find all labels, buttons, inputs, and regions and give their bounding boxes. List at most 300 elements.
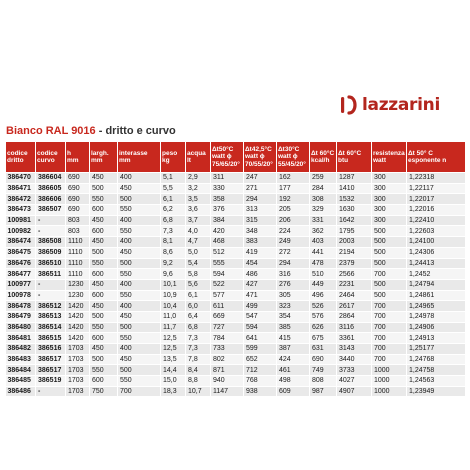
table-cell: 700	[372, 333, 407, 344]
table-cell: 300	[372, 215, 407, 226]
table-cell: 871	[211, 365, 244, 376]
table-cell: 386507	[36, 205, 66, 216]
column-header-text: h	[67, 149, 71, 157]
table-row	[6, 205, 466, 216]
table-cell: 450	[90, 301, 118, 312]
column-header-text: interasse	[119, 149, 148, 157]
table-cell: 300	[372, 194, 407, 205]
table-row	[6, 226, 466, 237]
table-cell: 8,8	[186, 376, 211, 387]
table-cell: 733	[211, 344, 244, 355]
table-row	[6, 311, 466, 322]
table-cell: 500	[118, 322, 161, 333]
table-cell: 5,4	[186, 258, 211, 269]
column-header-text: Δt30°C	[278, 145, 300, 153]
table-cell: 284	[310, 183, 337, 194]
table-cell: 100977	[6, 279, 36, 290]
table-cell: 276	[277, 279, 310, 290]
table-row	[6, 173, 466, 184]
table-cell: 10,4	[161, 301, 186, 312]
column-header	[277, 142, 310, 173]
table-cell: 522	[211, 279, 244, 290]
column-header-text: acqua	[187, 149, 206, 157]
table-cell: 609	[277, 386, 310, 397]
table-cell: -	[36, 215, 66, 226]
table-cell: 100982	[6, 226, 36, 237]
table-cell: 1,22603	[407, 226, 466, 237]
table-body	[6, 173, 466, 397]
column-header-text: Δt50°C	[212, 145, 234, 153]
table-cell: 12,5	[161, 344, 186, 355]
table-cell: 386476	[6, 258, 36, 269]
table-cell: 808	[310, 376, 337, 387]
table-cell: 1,22318	[407, 173, 466, 184]
table-cell: 400	[118, 279, 161, 290]
table-cell: 4,0	[186, 226, 211, 237]
table-cell: 386512	[36, 301, 66, 312]
table-cell: 354	[277, 311, 310, 322]
table-cell: -	[36, 290, 66, 301]
table-cell: 386517	[36, 365, 66, 376]
table-cell: 600	[90, 269, 118, 280]
table-cell: 387	[277, 344, 310, 355]
table-cell: 6,8	[186, 322, 211, 333]
table-cell: 7,3	[186, 333, 211, 344]
table-cell: 690	[66, 205, 90, 216]
table-cell: 499	[244, 301, 277, 312]
table-row	[6, 344, 466, 355]
table-cell: 600	[90, 205, 118, 216]
table-cell: 100978	[6, 290, 36, 301]
table-cell: 749	[310, 365, 337, 376]
table-cell: -	[36, 226, 66, 237]
lazzarini-logo-icon	[340, 95, 358, 115]
table-cell: 1,22410	[407, 215, 466, 226]
table-cell: 768	[244, 376, 277, 387]
table-row	[6, 365, 466, 376]
table-cell: 386472	[6, 194, 36, 205]
table-cell: 386515	[36, 333, 66, 344]
table-cell: 1,24306	[407, 247, 466, 258]
table-cell: 192	[277, 194, 310, 205]
column-header	[90, 142, 118, 173]
table-cell: 1,24794	[407, 279, 466, 290]
table-cell: 550	[90, 322, 118, 333]
table-cell: 461	[277, 365, 310, 376]
table-cell: 1410	[337, 183, 372, 194]
table-cell: 4027	[337, 376, 372, 387]
column-header-text: kcal/h	[311, 157, 330, 164]
table-cell: 1,2452	[407, 269, 466, 280]
table-cell: -	[36, 279, 66, 290]
table-cell: -	[36, 386, 66, 397]
table-cell: 386604	[36, 173, 66, 184]
table-cell: 10,1	[161, 279, 186, 290]
column-header-text: curvo	[37, 157, 55, 164]
table-cell: 386471	[6, 183, 36, 194]
table-cell: 3440	[337, 354, 372, 365]
table-cell: 803	[66, 226, 90, 237]
table-cell: 803	[66, 215, 90, 226]
table-cell: 330	[211, 183, 244, 194]
table-cell: 599	[244, 344, 277, 355]
column-header	[118, 142, 161, 173]
table-cell: 5,5	[161, 183, 186, 194]
table-cell: 641	[244, 333, 277, 344]
table-cell: 5,1	[161, 173, 186, 184]
column-header-text: dritto	[7, 157, 24, 164]
table-cell: 1,24906	[407, 322, 466, 333]
table-cell: 802	[211, 354, 244, 365]
table-cell: 1,24978	[407, 311, 466, 322]
column-header	[310, 142, 337, 173]
table-cell: 550	[90, 365, 118, 376]
table-cell: 700	[118, 386, 161, 397]
table-cell: 987	[310, 386, 337, 397]
table-cell: 12,5	[161, 333, 186, 344]
table-cell: 450	[90, 173, 118, 184]
table-cell: 600	[90, 226, 118, 237]
table-cell: 7,8	[186, 354, 211, 365]
column-header-text: largh.	[91, 149, 109, 157]
table-cell: 386509	[36, 247, 66, 258]
table-cell: 547	[244, 311, 277, 322]
column-header-text: esponente n	[408, 157, 447, 164]
table-cell: 384	[211, 215, 244, 226]
table-row	[6, 290, 466, 301]
table-cell: 400	[118, 173, 161, 184]
table-cell: 386514	[36, 322, 66, 333]
table-cell: 8,1	[161, 237, 186, 248]
table-cell: 205	[277, 205, 310, 216]
table-row	[6, 194, 466, 205]
table-cell: 441	[310, 247, 337, 258]
table-cell: 450	[90, 344, 118, 355]
table-cell: 1000	[372, 376, 407, 387]
table-cell: 1,24413	[407, 258, 466, 269]
table-cell: 450	[118, 183, 161, 194]
table-cell: 315	[244, 215, 277, 226]
table-cell: 727	[211, 322, 244, 333]
table-cell: 100981	[6, 215, 36, 226]
table-cell: 1,24563	[407, 376, 466, 387]
table-row	[6, 301, 466, 312]
table-cell: 5,6	[186, 279, 211, 290]
table-cell: 300	[372, 183, 407, 194]
column-header-text: 75/65/20°	[212, 160, 240, 168]
table-cell: 3361	[337, 333, 372, 344]
table-cell: 486	[244, 269, 277, 280]
brand-logo	[340, 94, 440, 116]
table-cell: 5,0	[186, 247, 211, 258]
column-header-text: peso	[162, 149, 178, 157]
column-header-text: btu	[338, 157, 349, 164]
table-cell: 600	[90, 333, 118, 344]
table-cell: 450	[118, 311, 161, 322]
table-cell: 2864	[337, 311, 372, 322]
table-row	[6, 247, 466, 258]
table-cell: 386483	[6, 354, 36, 365]
table-cell: 386470	[6, 173, 36, 184]
table-row	[6, 237, 466, 248]
table-cell: 1,22017	[407, 194, 466, 205]
table-cell: 14,4	[161, 365, 186, 376]
table-cell: 271	[244, 183, 277, 194]
table-cell: 386605	[36, 183, 66, 194]
table-cell: 1703	[66, 354, 90, 365]
table-cell: 2617	[337, 301, 372, 312]
table-cell: 376	[211, 205, 244, 216]
table-cell: 940	[211, 376, 244, 387]
table-row	[6, 279, 466, 290]
table-cell: 500	[372, 258, 407, 269]
table-cell: 300	[372, 173, 407, 184]
table-cell: 331	[310, 215, 337, 226]
table-cell: 206	[277, 215, 310, 226]
table-cell: 450	[118, 354, 161, 365]
table-cell: 358	[211, 194, 244, 205]
column-header	[6, 142, 36, 173]
column-header	[244, 142, 277, 173]
table-cell: 386516	[36, 344, 66, 355]
column-header-text: watt ϕ	[245, 153, 265, 161]
table-cell: 468	[211, 237, 244, 248]
table-cell: 700	[372, 354, 407, 365]
table-cell: 300	[372, 205, 407, 216]
table-cell: 1,25177	[407, 344, 466, 355]
table-cell: 1703	[66, 386, 90, 397]
table-cell: 6,2	[161, 205, 186, 216]
table-cell: 550	[118, 333, 161, 344]
table-cell: 247	[244, 173, 277, 184]
column-header	[36, 142, 66, 173]
table-cell: 386475	[6, 247, 36, 258]
column-header-text: 55/45/20°	[278, 160, 306, 168]
column-header-text: watt ϕ	[278, 153, 298, 161]
table-cell: 512	[211, 247, 244, 258]
table-cell: 400	[118, 301, 161, 312]
table-cell: 1110	[66, 237, 90, 248]
table-cell: 1420	[66, 311, 90, 322]
table-cell: 11,7	[161, 322, 186, 333]
column-header-text: mm	[67, 157, 79, 164]
table-cell: 386479	[6, 311, 36, 322]
table-cell: 700	[372, 269, 407, 280]
column-header	[372, 142, 407, 173]
table-cell: 3,5	[186, 194, 211, 205]
column-header-text: Δt42,5°C	[245, 145, 272, 153]
table-cell: 18,3	[161, 386, 186, 397]
column-header-text: mm	[119, 157, 131, 164]
table-cell: 386480	[6, 322, 36, 333]
table-cell: 386511	[36, 269, 66, 280]
table-cell: 386517	[36, 354, 66, 365]
table-cell: 1,24965	[407, 301, 466, 312]
table-cell: 386474	[6, 237, 36, 248]
table-cell: 3116	[337, 322, 372, 333]
table-cell: 348	[244, 226, 277, 237]
heading-subtitle: - dritto e curvo	[95, 125, 176, 137]
table-cell: 313	[244, 205, 277, 216]
table-cell: 1630	[337, 205, 372, 216]
column-header-text: kg	[162, 157, 170, 164]
table-cell: 386510	[36, 258, 66, 269]
table-cell: 362	[310, 226, 337, 237]
table-cell: 386486	[6, 386, 36, 397]
table-cell: 550	[118, 290, 161, 301]
table-cell: 526	[310, 301, 337, 312]
table-cell: 6,1	[186, 290, 211, 301]
table-cell: 700	[372, 311, 407, 322]
table-cell: 427	[244, 279, 277, 290]
table-cell: 177	[277, 183, 310, 194]
table-cell: 2,9	[186, 173, 211, 184]
column-header	[407, 142, 466, 173]
table-cell: 386484	[6, 365, 36, 376]
table-cell: 631	[310, 344, 337, 355]
table-cell: 1,24913	[407, 333, 466, 344]
table-cell: 594	[244, 322, 277, 333]
table-cell: 424	[277, 354, 310, 365]
table-cell: 1532	[337, 194, 372, 205]
table-cell: 420	[211, 226, 244, 237]
radiator-spec-table	[5, 141, 466, 397]
table-cell: 9,6	[161, 269, 186, 280]
column-header-text: watt	[373, 157, 386, 164]
table-cell: 550	[118, 205, 161, 216]
table-cell: 1420	[66, 322, 90, 333]
table-cell: 386482	[6, 344, 36, 355]
table-cell: 1,22117	[407, 183, 466, 194]
table-cell: 690	[66, 183, 90, 194]
table-cell: 386478	[6, 301, 36, 312]
table-cell: 6,0	[186, 301, 211, 312]
table-cell: 471	[244, 290, 277, 301]
table-cell: 1110	[66, 269, 90, 280]
table-cell: 1110	[66, 247, 90, 258]
table-cell: 550	[90, 258, 118, 269]
table-cell: 10,9	[161, 290, 186, 301]
table-cell: 224	[277, 226, 310, 237]
table-cell: 4907	[337, 386, 372, 397]
table-cell: 7,3	[186, 344, 211, 355]
table-cell: 700	[372, 301, 407, 312]
table-row	[6, 322, 466, 333]
table-cell: 555	[211, 258, 244, 269]
table-cell: 700	[372, 344, 407, 355]
table-cell: 1,24100	[407, 237, 466, 248]
table-cell: 162	[277, 173, 310, 184]
table-cell: 1,24758	[407, 365, 466, 376]
table-row	[6, 183, 466, 194]
table-cell: 669	[211, 311, 244, 322]
table-cell: 500	[372, 279, 407, 290]
brand-name: lazzarini	[362, 95, 441, 115]
table-cell: 510	[310, 269, 337, 280]
table-cell: 2003	[337, 237, 372, 248]
table-cell: 690	[66, 194, 90, 205]
table-cell: 403	[310, 237, 337, 248]
table-cell: 450	[90, 237, 118, 248]
table-cell: 1795	[337, 226, 372, 237]
table-cell: 600	[90, 290, 118, 301]
table-cell: 450	[90, 215, 118, 226]
table-cell: 675	[310, 333, 337, 344]
page-heading	[6, 124, 176, 138]
table-cell: 500	[118, 194, 161, 205]
table-cell: 784	[211, 333, 244, 344]
heading-title: Bianco RAL 9016	[6, 125, 96, 137]
table-cell: 9,2	[161, 258, 186, 269]
table-cell: 1230	[66, 290, 90, 301]
table-cell: 1703	[66, 344, 90, 355]
table-cell: 500	[118, 258, 161, 269]
table-cell: 8,6	[161, 247, 186, 258]
table-cell: 415	[277, 333, 310, 344]
table-cell: 10,7	[186, 386, 211, 397]
table-row	[6, 386, 466, 397]
table-cell: 594	[211, 269, 244, 280]
column-header-text: codice	[7, 149, 28, 157]
table-cell: 316	[277, 269, 310, 280]
table-cell: 249	[277, 237, 310, 248]
table-cell: 259	[310, 173, 337, 184]
table-cell: 2194	[337, 247, 372, 258]
column-header-text: resistenza	[373, 149, 405, 157]
table-cell: 11,0	[161, 311, 186, 322]
table-row	[6, 354, 466, 365]
table-cell: 386606	[36, 194, 66, 205]
table-cell: 386481	[6, 333, 36, 344]
table-cell: 383	[244, 237, 277, 248]
table-cell: 690	[66, 173, 90, 184]
table-cell: 5,8	[186, 269, 211, 280]
table-row	[6, 258, 466, 269]
table-cell: 626	[310, 322, 337, 333]
table-header-row	[6, 142, 466, 173]
table-cell: 6,4	[186, 311, 211, 322]
column-header-text: codice	[37, 149, 58, 157]
table-cell: 294	[277, 258, 310, 269]
table-cell: 712	[244, 365, 277, 376]
table-cell: 1,22016	[407, 205, 466, 216]
table-cell: 1,24861	[407, 290, 466, 301]
table-cell: 308	[310, 194, 337, 205]
table-cell: 450	[90, 279, 118, 290]
table-cell: 498	[277, 376, 310, 387]
table-cell: 1420	[66, 301, 90, 312]
table-cell: 611	[211, 301, 244, 312]
table-cell: 3143	[337, 344, 372, 355]
table-cell: 550	[118, 226, 161, 237]
table-cell: 386513	[36, 311, 66, 322]
table-cell: 311	[211, 173, 244, 184]
table-cell: 1703	[66, 365, 90, 376]
table-cell: 386473	[6, 205, 36, 216]
column-header-text: watt ϕ	[212, 153, 232, 161]
table-cell: 500	[372, 247, 407, 258]
table-cell: 385	[277, 322, 310, 333]
table-cell: 1703	[66, 376, 90, 387]
table-cell: 496	[310, 290, 337, 301]
table-cell: 13,5	[161, 354, 186, 365]
column-header	[211, 142, 244, 173]
table-cell: 500	[372, 226, 407, 237]
table-cell: 500	[90, 354, 118, 365]
table-cell: 3,6	[186, 205, 211, 216]
table-cell: 386477	[6, 269, 36, 280]
table-cell: 1,24768	[407, 354, 466, 365]
